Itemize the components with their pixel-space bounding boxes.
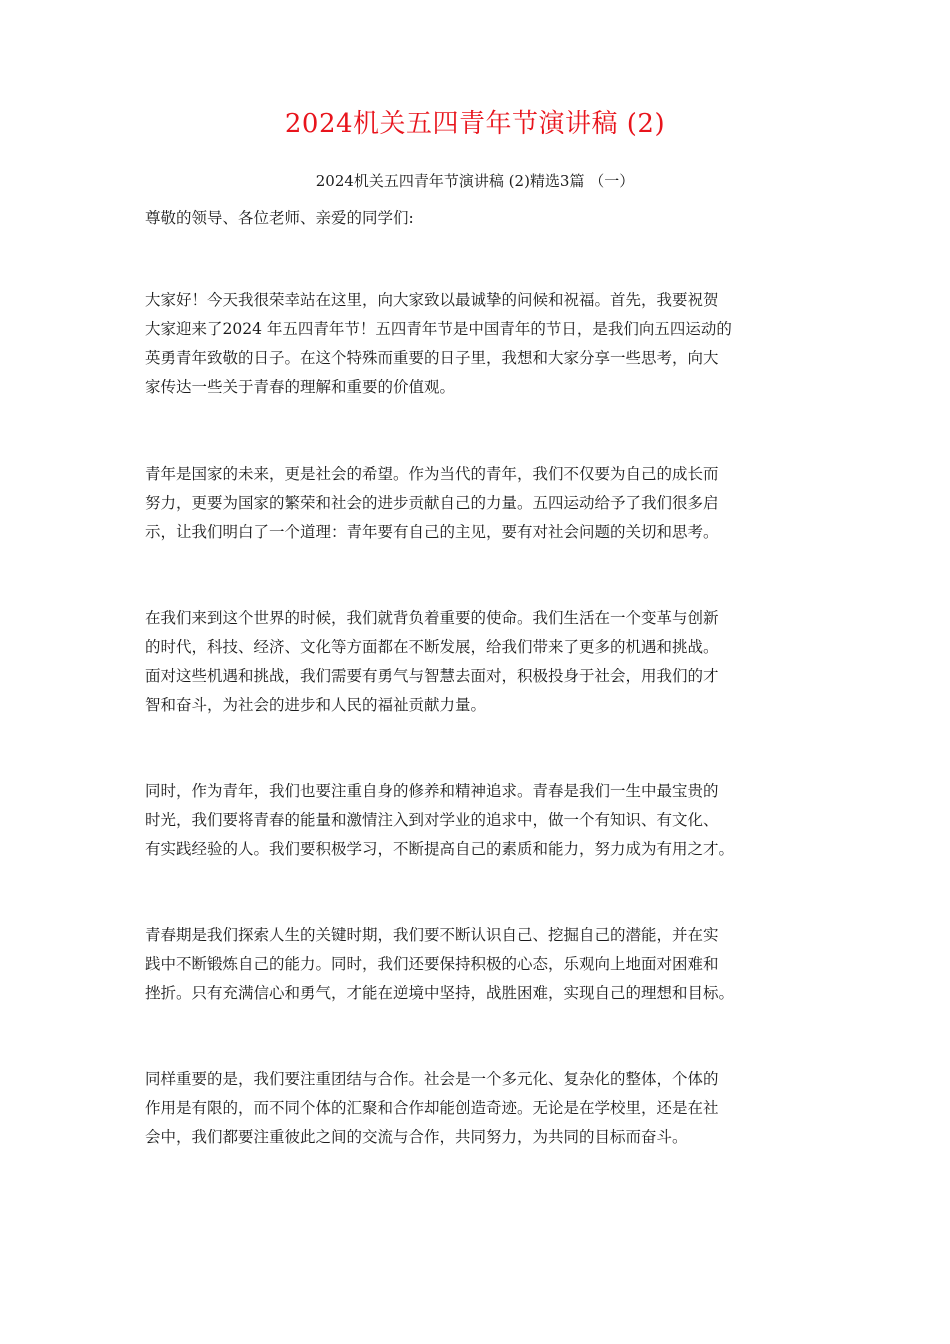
paragraph-4	[145, 777, 825, 864]
paragraph-2	[145, 460, 825, 547]
document-subtitle: 2024机关五四青年节演讲稿 (2)精选3篇 （一）	[315, 172, 635, 190]
paragraph-6	[145, 1065, 825, 1152]
paragraph-line: 英勇青年致敬的日子。在这个特殊而重要的日子里，我想和大家分享一些思考，向大	[145, 349, 719, 367]
paragraph-line: 的时代，科技、经济、文化等方面都在不断发展，给我们带来了更多的机遇和挑战。	[145, 638, 719, 656]
paragraph-line: 同样重要的是，我们要注重团结与合作。社会是一个多元化、复杂化的整体，个体的	[145, 1070, 719, 1088]
paragraph-line: 作用是有限的，而不同个体的汇聚和合作却能创造奇迹。无论是在学校里，还是在社	[145, 1099, 719, 1117]
paragraph-line: 家传达一些关于青春的理解和重要的价值观。	[145, 378, 456, 396]
paragraph-line: 面对这些机遇和挑战，我们需要有勇气与智慧去面对，积极投身于社会，用我们的才	[145, 667, 719, 685]
paragraph-line: 青春期是我们探索人生的关键时期，我们要不断认识自己、挖掘自己的潜能，并在实	[145, 926, 719, 944]
paragraph-line: 青年是国家的未来，更是社会的希望。作为当代的青年，我们不仅要为自己的成长而	[145, 465, 719, 483]
paragraph-line: 大家迎来了2024 年五四青年节！五四青年节是中国青年的节日，是我们向五四运动的	[145, 320, 732, 338]
paragraph-1	[145, 286, 825, 402]
paragraph-5	[145, 921, 825, 1008]
paragraph-line: 示，让我们明白了一个道理：青年要有自己的主见，要有对社会问题的关切和思考。	[145, 523, 719, 541]
paragraph-line: 践中不断锻炼自己的能力。同时，我们还要保持积极的心态，乐观向上地面对困难和	[145, 955, 719, 973]
paragraph-line: 同时，作为青年，我们也要注重自身的修养和精神追求。青春是我们一生中最宝贵的	[145, 782, 719, 800]
paragraph-line: 智和奋斗，为社会的进步和人民的福祉贡献力量。	[145, 696, 487, 714]
salutation: 尊敬的领导、各位老师、亲爱的同学们:	[145, 209, 414, 227]
paragraph-line: 会中，我们都要注重彼此之间的交流与合作，共同努力，为共同的目标而奋斗。	[145, 1128, 688, 1146]
paragraph-line: 大家好！今天我很荣幸站在这里，向大家致以最诚挚的问候和祝福。首先，我要祝贺	[145, 291, 719, 309]
paragraph-line: 有实践经验的人。我们要积极学习，不断提高自己的素质和能力，努力成为有用之才。	[145, 840, 735, 858]
paragraph-line: 时光，我们要将青春的能量和激情注入到对学业的追求中，做一个有知识、有文化、	[145, 811, 719, 829]
paragraph-line: 努力，更要为国家的繁荣和社会的进步贡献自己的力量。五四运动给予了我们很多启	[145, 494, 719, 512]
paragraph-line: 在我们来到这个世界的时候，我们就背负着重要的使命。我们生活在一个变革与创新	[145, 609, 719, 627]
document-title: 2024机关五四青年节演讲稿 (2)	[284, 109, 666, 139]
paragraph-3	[145, 604, 825, 720]
paragraph-line: 挫折。只有充满信心和勇气，才能在逆境中坚持，战胜困难，实现自己的理想和目标。	[145, 984, 735, 1002]
